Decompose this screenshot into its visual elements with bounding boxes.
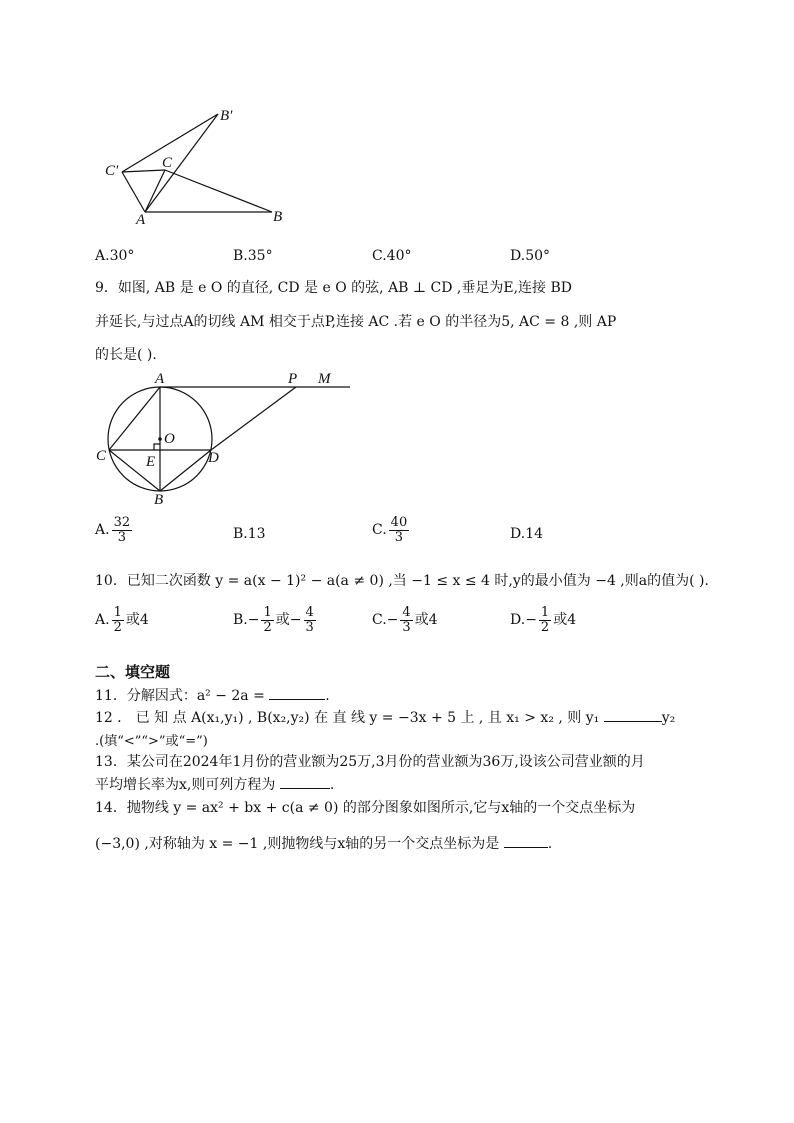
q12-y2: y₂ xyxy=(661,710,676,726)
q14-answer-blank[interactable] xyxy=(504,835,548,848)
q11-end: . xyxy=(325,688,330,704)
q11-text: 11．分解因式：a² − 2a = xyxy=(95,688,265,704)
q12-line1 xyxy=(95,707,699,727)
q8-option-b[interactable]: B.35° xyxy=(233,248,273,264)
q9-line2: 并延长,与过点A的切线 AM 相交于点P,连接 AC .若 e O 的半径为5, AC = 8 ,则 AP xyxy=(95,314,617,330)
q9-line1: 9．如图, AB 是 e O 的直径, CD 是 e O 的弦, AB ⊥ CD ,垂足为E,连接 BD xyxy=(95,280,573,296)
section-title: 二、填空题 xyxy=(95,663,171,681)
q8-option-d[interactable]: D.50° xyxy=(510,248,551,264)
label-c-prime: C′ xyxy=(105,163,119,179)
q13-line2 xyxy=(95,774,334,794)
q12-line2: .(填“<”“>”或“=”) xyxy=(95,734,208,749)
q8-figure xyxy=(100,100,300,230)
q11 xyxy=(95,685,330,705)
q13-line1: 13．某公司在2024年1月份的营业额为25万,3月份的营业额为36万,设该公司营业额的月 xyxy=(95,754,645,770)
q13-end: . xyxy=(329,777,335,793)
label-o: O xyxy=(164,431,175,447)
center-point xyxy=(158,437,162,441)
q9-figure xyxy=(92,368,362,510)
q9-option-c[interactable]: C. $\frac{40}{3}$ xyxy=(372,515,408,545)
label-b: B xyxy=(154,492,164,508)
q8-option-a[interactable]: A.30° xyxy=(95,248,135,264)
label-d: D xyxy=(208,450,219,466)
q10-option-b[interactable]: B.− $\frac{1}{2}$ 或− $\frac{4}{3}$ xyxy=(233,605,314,635)
q11-answer-blank[interactable] xyxy=(269,687,325,700)
label-b: B xyxy=(273,209,283,225)
q14-end: . xyxy=(547,836,553,852)
q14-line1: 14．抛物线 y = ax² + bx + c(a ≠ 0) 的部分图象如图所示,它与x轴的一个交点坐标为 xyxy=(95,800,636,816)
label-a: A xyxy=(155,371,165,387)
q13-answer-blank[interactable] xyxy=(280,776,330,789)
q10-option-a[interactable]: A. $\frac{1}{2}$ 或4 xyxy=(95,605,149,635)
q9-line3: 的长是( ). xyxy=(95,347,157,363)
q10-stem: 10．已知二次函数 y = a(x − 1)² − a(a ≠ 0) ,当 −1 ≤ x ≤ 4 时,y的最小值为 −4 ,则a的值为( ). xyxy=(95,573,709,589)
q10-option-c[interactable]: C.− $\frac{4}{3}$ 或4 xyxy=(372,605,438,635)
label-b-prime: B′ xyxy=(220,108,233,124)
q13-text: 平均增长率为x,则可列方程为 xyxy=(95,777,276,793)
label-m: M xyxy=(318,371,331,387)
label-a: A xyxy=(136,212,146,228)
q9-option-a[interactable]: A. $\frac{32}{3}$ xyxy=(95,515,131,545)
q12-answer-blank[interactable] xyxy=(604,709,662,722)
q9-option-d[interactable]: D.14 xyxy=(510,526,544,542)
q14-line2 xyxy=(95,833,552,853)
q9-option-b[interactable]: B.13 xyxy=(233,526,266,542)
label-c: C xyxy=(96,448,107,464)
q14-text: (−3,0) ,对称轴为 x = −1 ,则抛物线与x轴的另一个交点坐标为是 xyxy=(95,836,500,852)
label-p: P xyxy=(288,371,298,387)
q10-option-d[interactable]: D.− $\frac{1}{2}$ 或4 xyxy=(510,605,577,635)
q12-text: 12 ． 已 知 点 A(x₁,y₁) , B(x₂,y₂) 在 直 线 y = −3x + 5 上 , 且 x₁ > x₂ , 则 y₁ xyxy=(95,710,600,726)
q8-option-c[interactable]: C.40° xyxy=(372,248,412,264)
label-c: C xyxy=(162,155,173,171)
label-e: E xyxy=(146,454,156,470)
